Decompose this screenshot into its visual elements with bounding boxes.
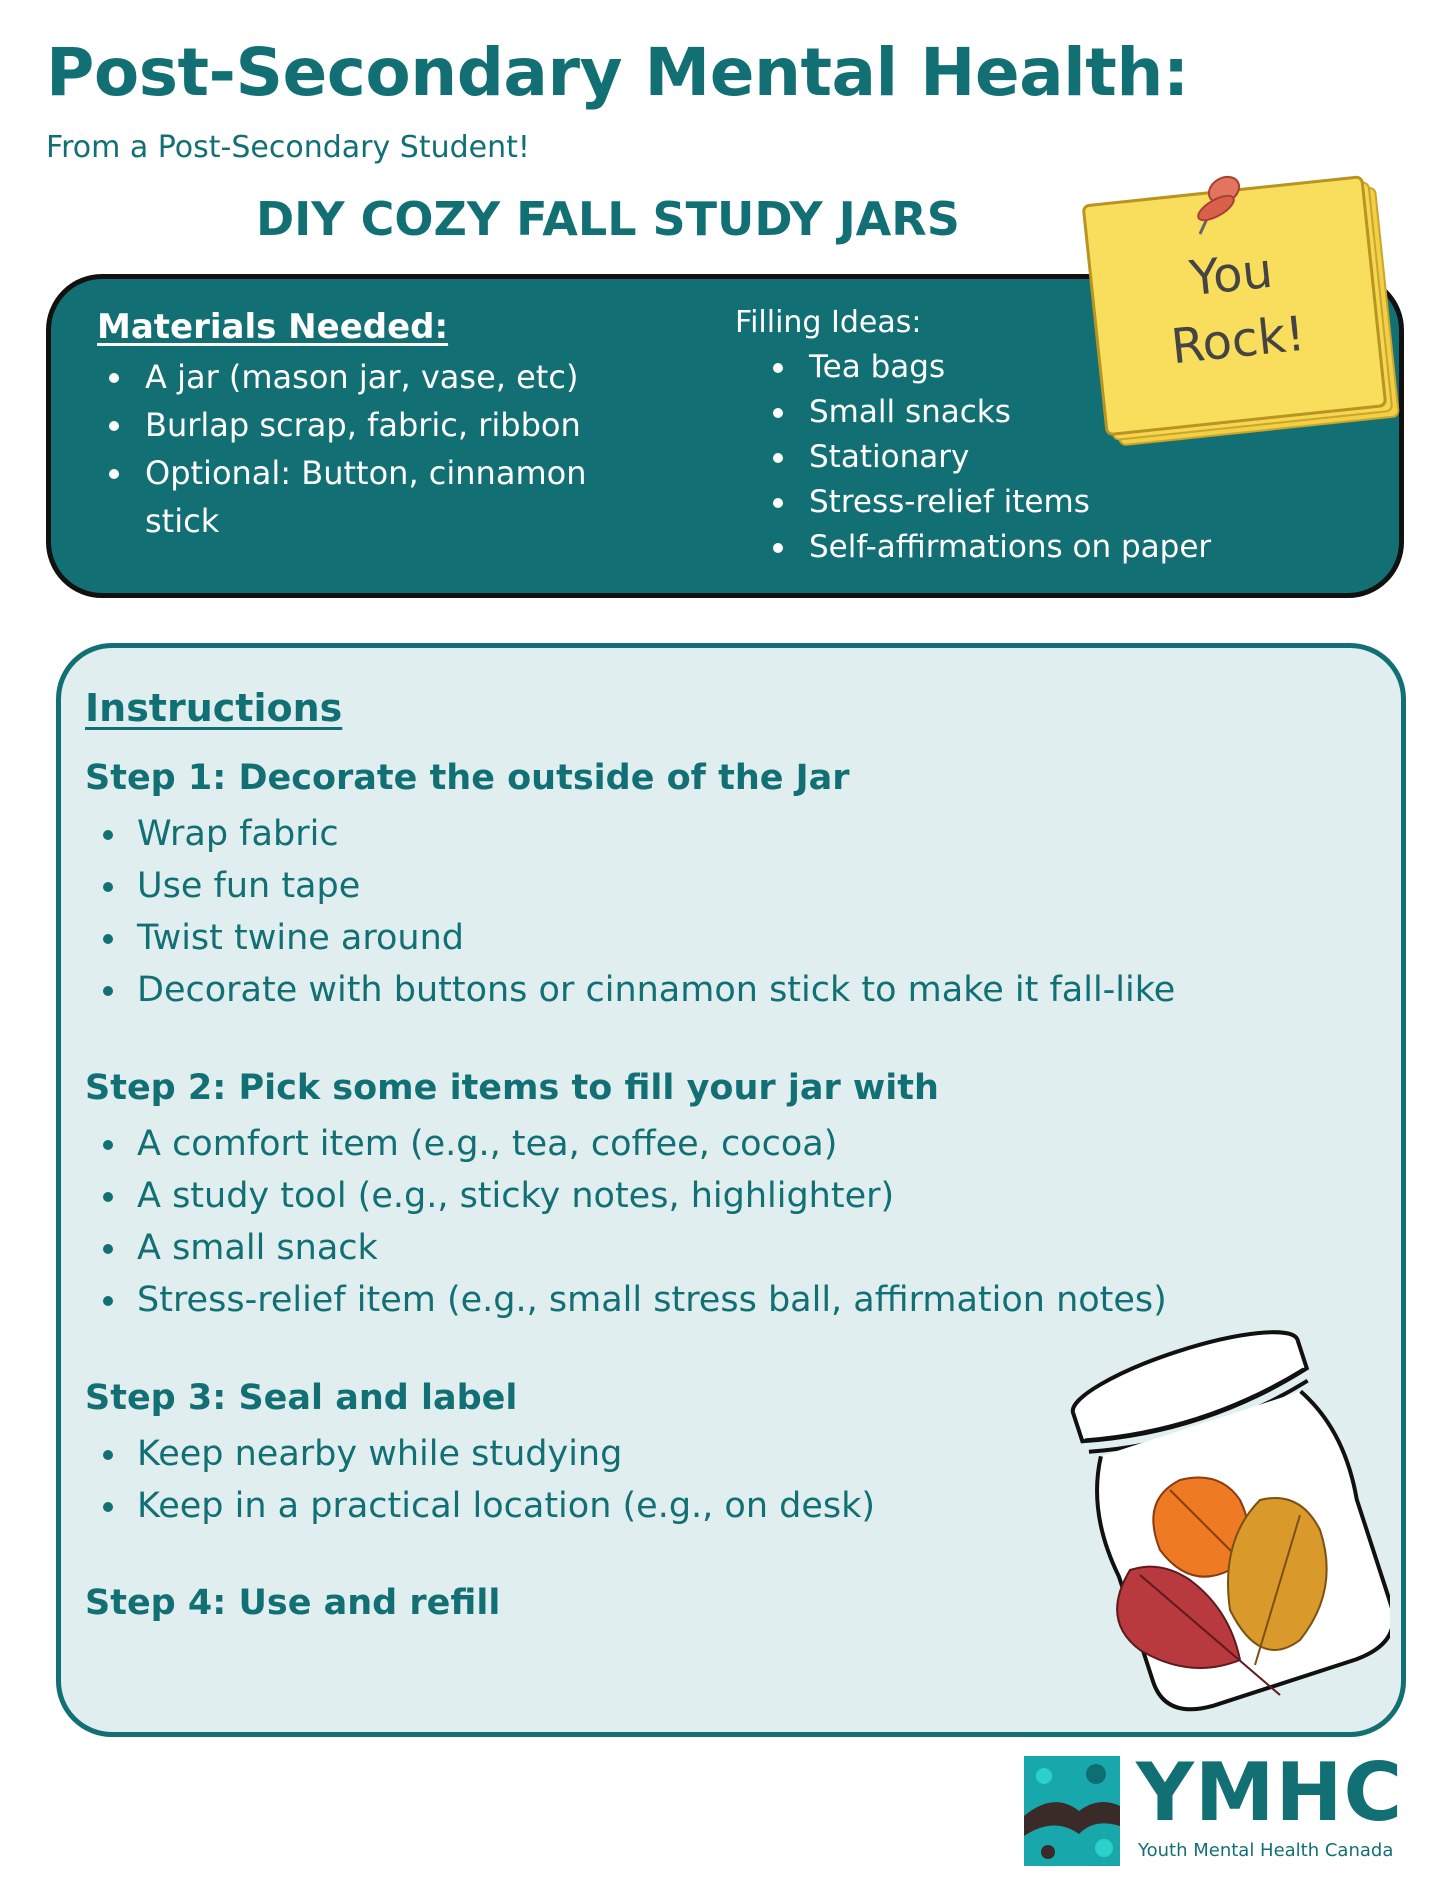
mason-jar-with-leaves-icon [1070, 1320, 1390, 1740]
filling-item: Small snacks [763, 390, 1283, 435]
step-3-title: Step 3: Seal and label [85, 1378, 518, 1418]
step-1-title: Step 1: Decorate the outside of the Jar [85, 758, 850, 798]
filling-item: Stationary [763, 435, 1283, 480]
step-2-title: Step 2: Pick some items to fill your jar with [85, 1068, 939, 1108]
note-text-line1: You [1187, 242, 1276, 308]
filling-item: Self-affirmations on paper [763, 525, 1283, 570]
filling-title: Filling Ideas: [735, 305, 922, 340]
filling-item: Tea bags [763, 345, 1283, 390]
list-item: Decorate with buttons or cinnamon stick to make it fall-like [93, 964, 1175, 1016]
list-item: A study tool (e.g., sticky notes, highlighter) [93, 1170, 1167, 1222]
list-item: Stress-relief item (e.g., small stress ball, affirmation notes) [93, 1274, 1167, 1326]
step-2-list [93, 1118, 1167, 1326]
list-item: Wrap fabric [93, 808, 1175, 860]
materials-item: Burlap scrap, fabric, ribbon [99, 401, 659, 449]
step-1-list [93, 808, 1175, 1016]
note-text-line2: Rock! [1168, 305, 1308, 376]
step-4-title: Step 4: Use and refill [85, 1583, 501, 1623]
materials-title: Materials Needed: [97, 307, 449, 347]
list-item: Keep nearby while studying [93, 1428, 875, 1480]
page-title: Post-Secondary Mental Health: [46, 34, 1189, 111]
list-item: A comfort item (e.g., tea, coffee, cocoa) [93, 1118, 1167, 1170]
list-item: A small snack [93, 1222, 1167, 1274]
materials-list [99, 353, 659, 545]
page-subtitle: From a Post-Secondary Student! [46, 130, 530, 165]
instructions-title: Instructions [85, 686, 343, 730]
materials-item: A jar (mason jar, vase, etc) [99, 353, 659, 401]
step-3-list [93, 1428, 875, 1532]
materials-item: Optional: Button, cinnamon stick [99, 449, 659, 545]
filling-item: Stress-relief items [763, 480, 1283, 525]
list-item: Twist twine around [93, 912, 1175, 964]
list-item: Keep in a practical location (e.g., on desk) [93, 1480, 875, 1532]
ymhc-logo-icon [1024, 1756, 1120, 1866]
section-heading: DIY COZY FALL STUDY JARS [256, 192, 960, 246]
logo-subtext: Youth Mental Health Canada [1138, 1840, 1394, 1861]
list-item: Use fun tape [93, 860, 1175, 912]
logo-text: YMHC [1136, 1746, 1404, 1839]
sticky-note-icon [1062, 150, 1422, 480]
